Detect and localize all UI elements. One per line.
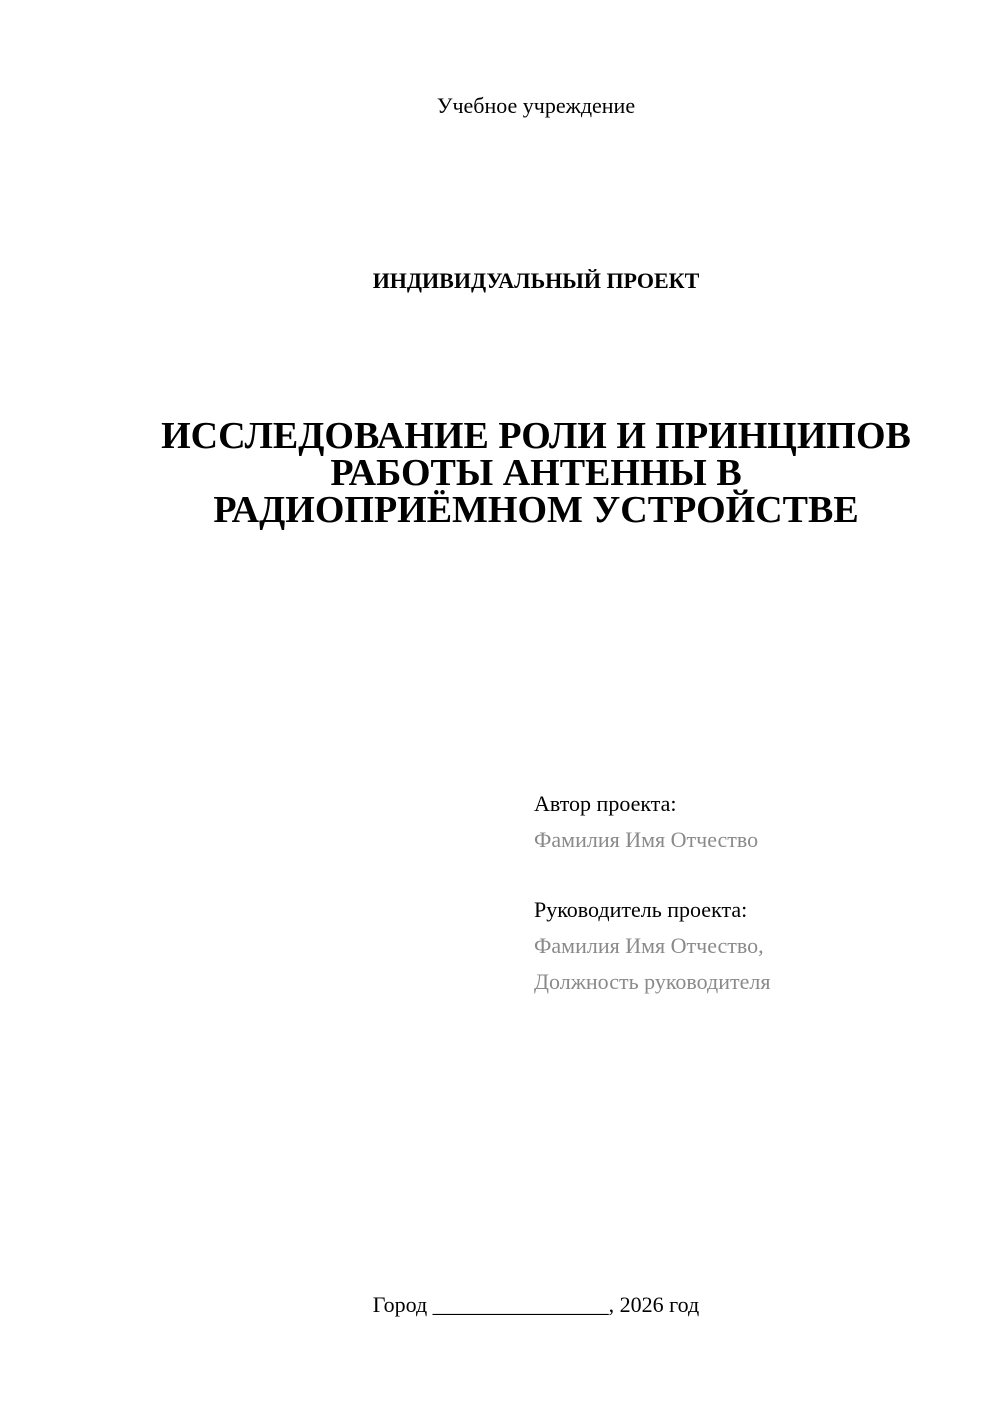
supervisor-position: Должность руководителя — [534, 969, 771, 994]
project-title-line: РАДИОПРИЁМНОМ УСТРОЙСТВЕ — [213, 489, 859, 531]
project-title-line: РАБОТЫ АНТЕННЫ В — [330, 452, 742, 494]
project-title-line: ИССЛЕДОВАНИЕ РОЛИ И ПРИНЦИПОВ — [161, 415, 911, 457]
supervisor-label: Руководитель проекта: — [534, 897, 748, 922]
supervisor-block — [534, 892, 974, 1000]
author-name: Фамилия Имя Отчество — [534, 827, 759, 852]
city-year-line: Город ________________, 2026 год — [372, 1292, 700, 1317]
author-block — [534, 786, 974, 858]
project-title — [140, 415, 932, 531]
author-label: Автор проекта: — [534, 791, 677, 816]
institution-name: Учебное учреждение — [436, 93, 636, 118]
project-type-heading: ИНДИВИДУАЛЬНЫЙ ПРОЕКТ — [372, 268, 700, 293]
supervisor-name: Фамилия Имя Отчество, — [534, 933, 764, 958]
